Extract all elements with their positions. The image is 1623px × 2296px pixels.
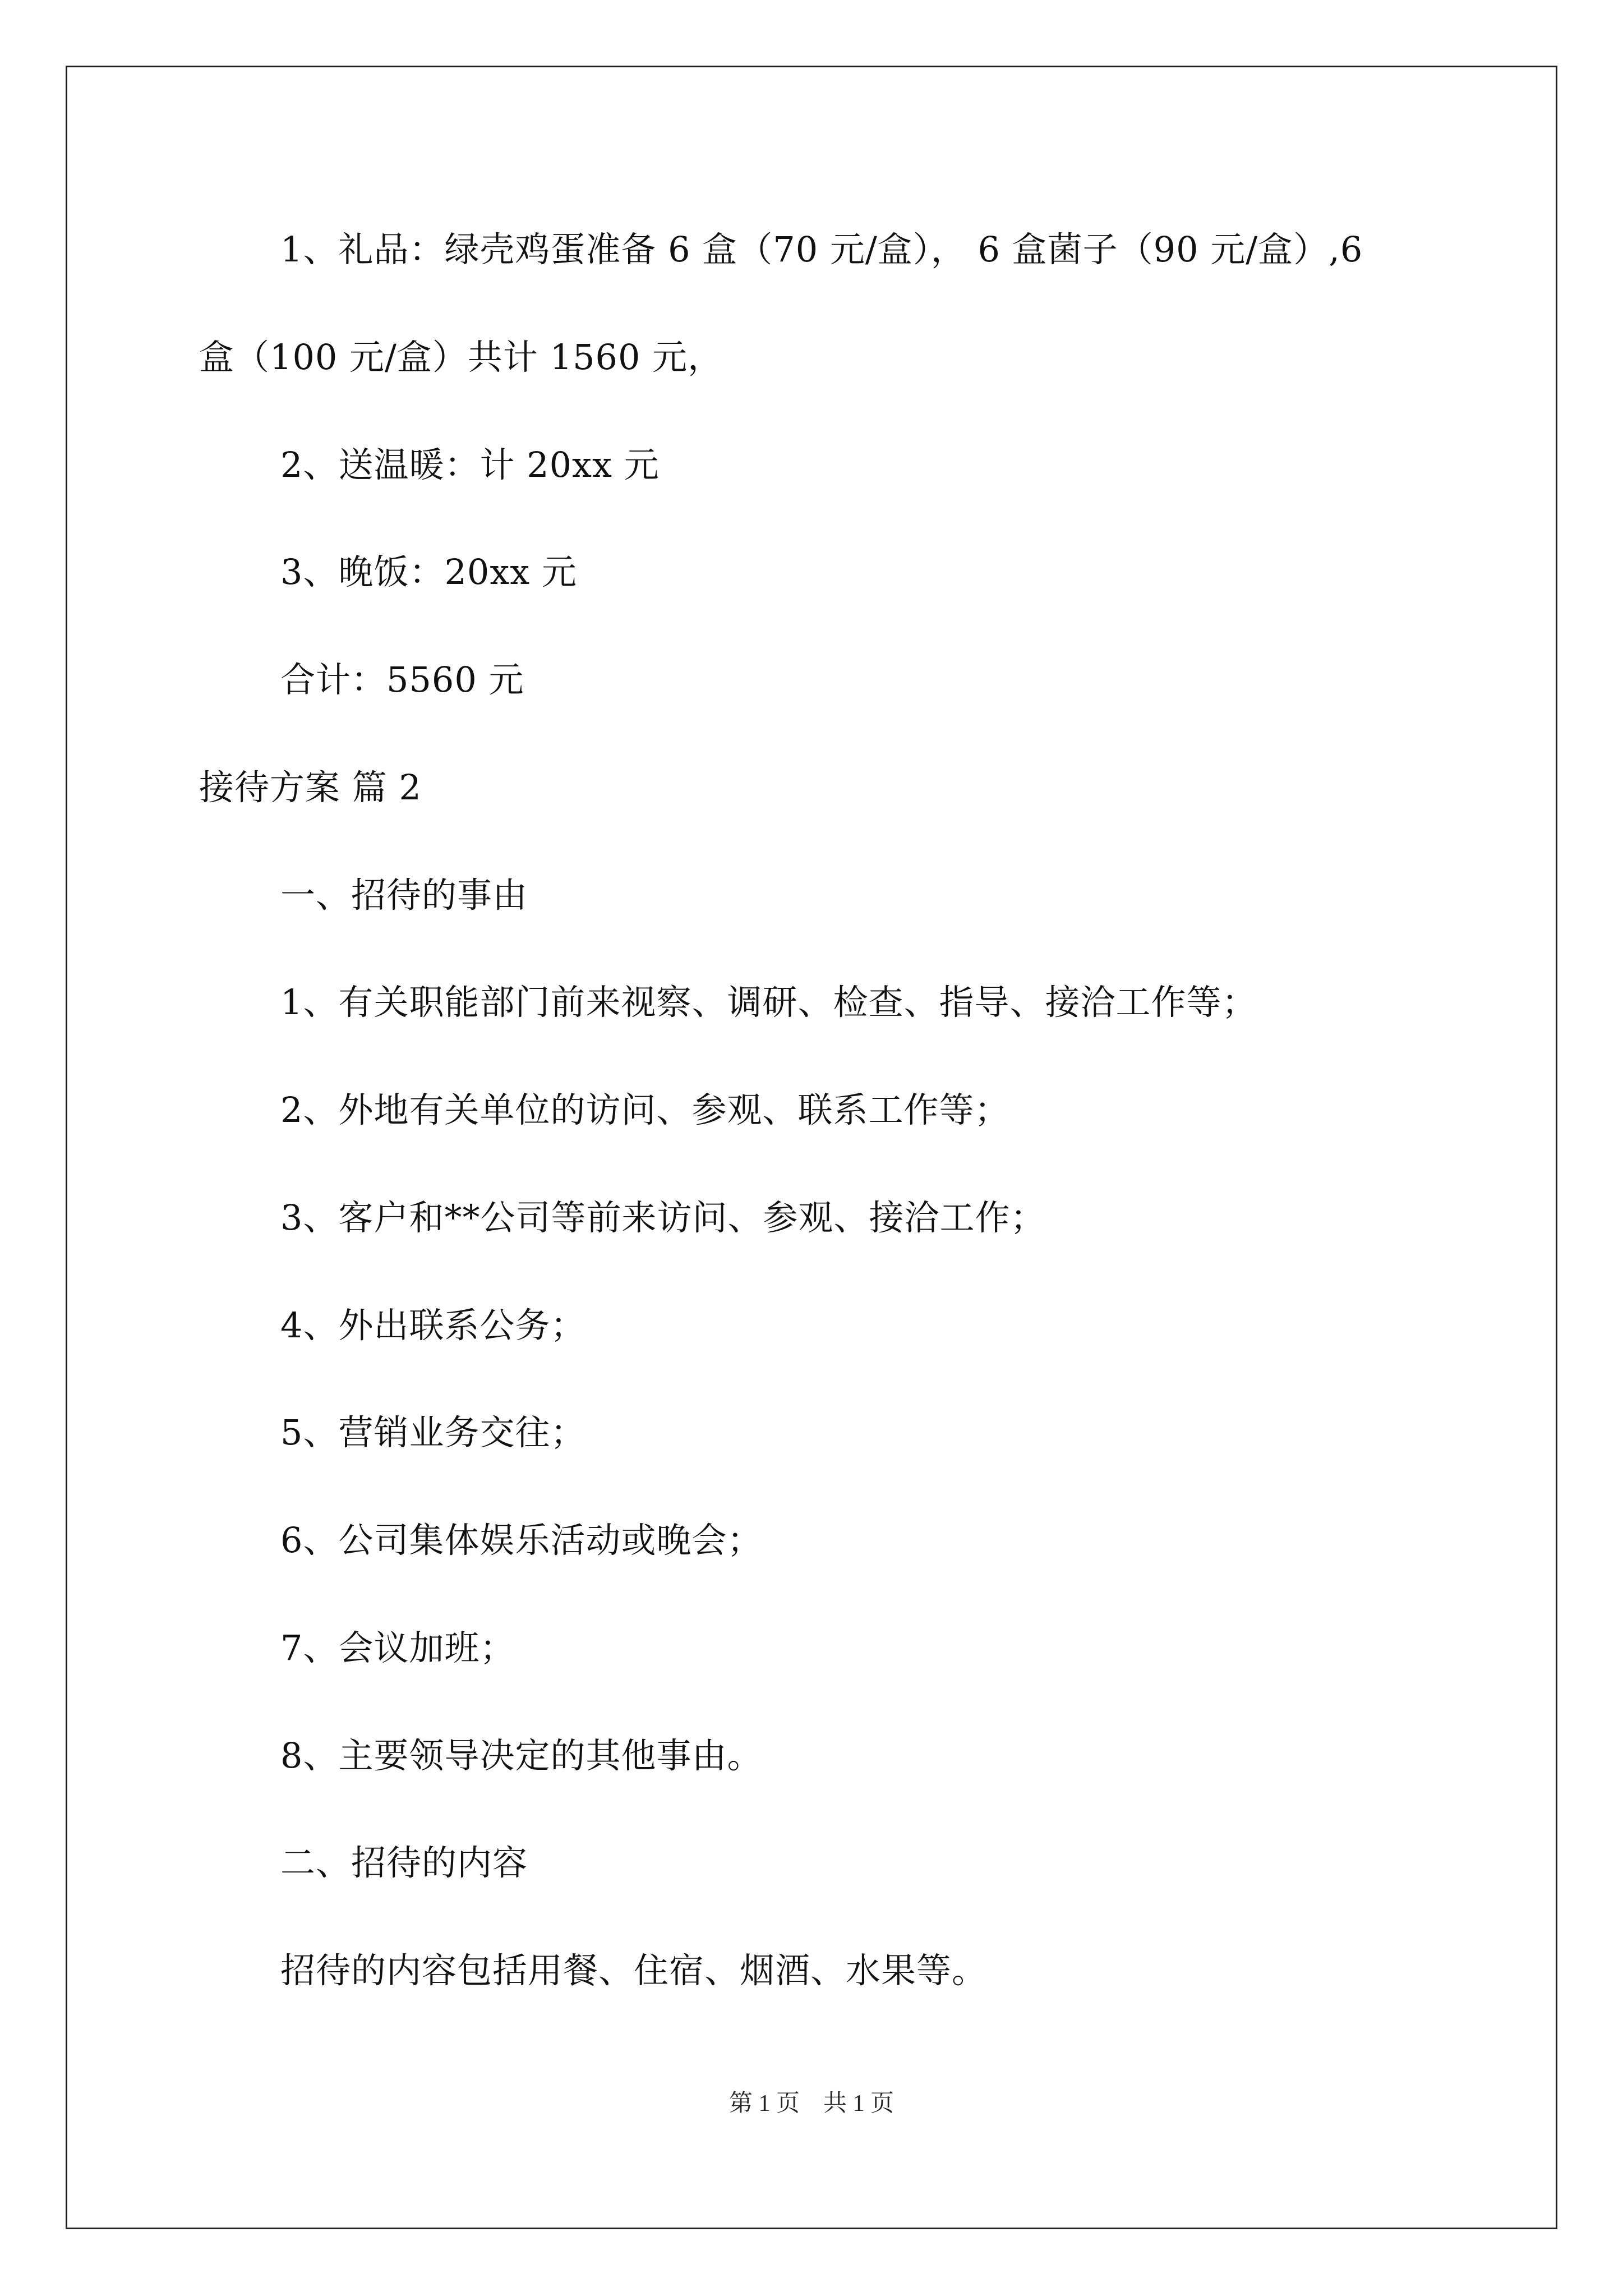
reason-item-7: 7、会议加班；	[280, 1627, 515, 1668]
reason-item-5: 5、营销业务交往；	[280, 1412, 586, 1453]
dinner-item: 3、晚饭：20xx 元	[280, 551, 577, 592]
reason-item-6: 6、公司集体娱乐活动或晚会；	[280, 1520, 763, 1561]
gift-item-line-2: 盒（100 元/盒）共计 1560 元，	[199, 337, 723, 378]
page-border	[66, 66, 1557, 2229]
reason-item-1: 1、有关职能部门前来视察、调研、检查、指导、接洽工作等；	[280, 982, 1257, 1023]
section-title: 接待方案 篇 2	[199, 767, 422, 808]
content-paragraph: 招待的内容包括用餐、住宿、烟酒、水果等。	[280, 1950, 988, 1991]
reason-item-8: 8、主要领导决定的其他事由。	[280, 1735, 763, 1776]
warmth-item: 2、送温暖：计 20xx 元	[280, 444, 660, 485]
gift-item-line-1: 1、礼品：绿壳鸡蛋准备 6 盒（70 元/盒）， 6 盒菌子（90 元/盒）,6	[280, 229, 1363, 270]
heading-content: 二、招待的内容	[280, 1842, 528, 1883]
reason-item-3: 3、客户和**公司等前来访问、参观、接洽工作；	[280, 1197, 1046, 1238]
heading-reasons: 一、招待的事由	[280, 875, 528, 915]
page-footer: 第 1 页 共 1 页	[728, 2091, 894, 2116]
reason-item-2: 2、外地有关单位的访问、参观、联系工作等；	[280, 1089, 1010, 1130]
reason-item-4: 4、外出联系公务；	[280, 1305, 586, 1346]
total-line: 合计：5560 元	[280, 659, 524, 700]
